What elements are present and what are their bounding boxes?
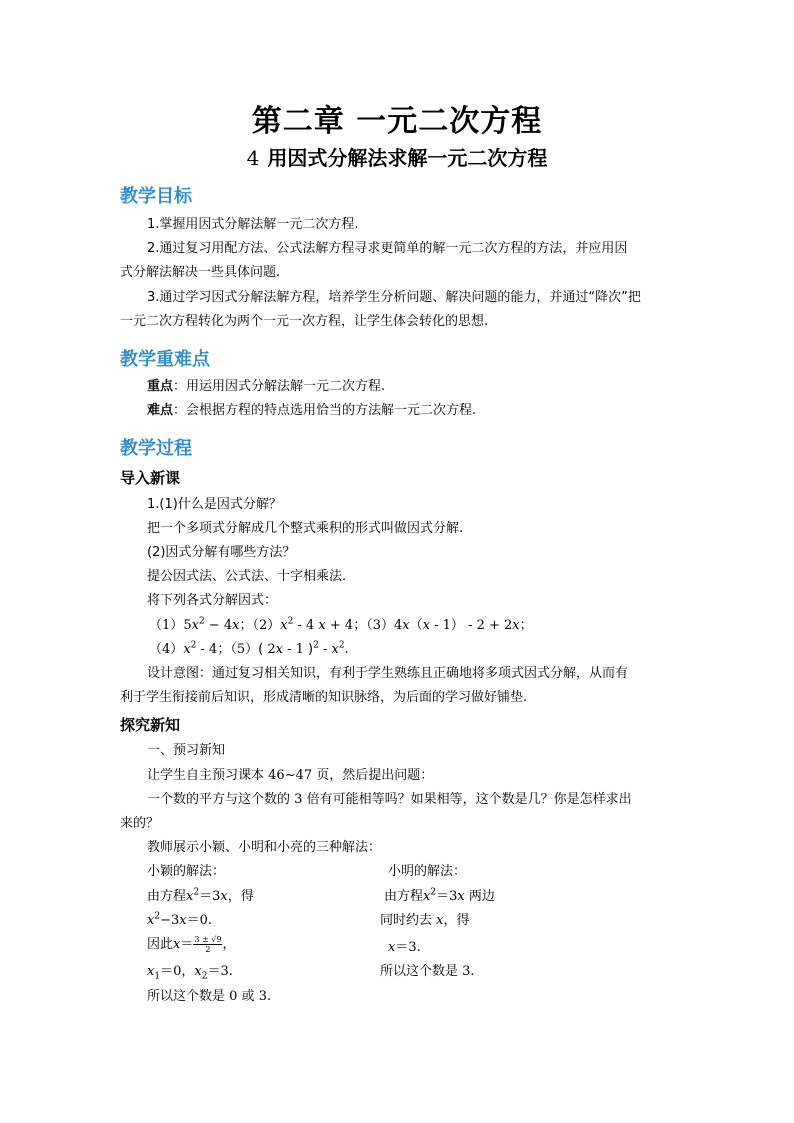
goal-line-2: 2.通过复习用配方法、公式法解方程寻求更简单的解一元二次方程的方法，并应用因	[147, 241, 628, 256]
difficult-point-line	[147, 402, 476, 420]
key-point-text: ：用运用因式分解法解一元二次方程.	[173, 379, 386, 394]
section-number: 4	[246, 146, 260, 170]
intro-heading: 导入新课	[120, 469, 181, 487]
xiaoying-step-4: $x_1=0$，$x_2=3$.	[147, 964, 233, 982]
design-intent-line-2: 利于学生衔接前后知识，形成清晰的知识脉络，为后面的学习做好铺垫.	[120, 690, 528, 705]
xiaoming-step-1: 由方程$x^2=3x$ 两边	[384, 887, 495, 904]
goals-heading: 教学目标	[120, 186, 192, 207]
key-point-label: 重点	[147, 379, 174, 394]
goal-line-4: 3.通过学习因式分解法解方程，培养学生分析问题、解决问题的能力，并通过“降次”把	[147, 290, 641, 305]
preview-instruction: 让学生自主预习课本 46~47 页，然后提出问题：	[147, 768, 434, 783]
xiaoming-step-2: 同时约去 x，得	[380, 913, 470, 928]
goal-line-1: 1.掌握用因式分解法解一元二次方程.	[147, 217, 359, 232]
xiaoming-conclusion: 所以这个数是 3.	[380, 964, 475, 979]
solutions-intro: 教师展示小颖、小明和小亮的三种解法：	[147, 840, 382, 855]
factor-exercises-line-1: $(1)5x^2 - 4x$；$(2)x^2 - 4$ x + 4；（3）4x（x - 1） - 2 + 2x；	[149, 616, 533, 633]
problem-question-cont: 来的？	[120, 816, 160, 831]
intro-question-1: 1.(1)什么是因式分解？	[147, 497, 282, 512]
section-title: 用因式分解法求解一元二次方程	[267, 146, 548, 170]
xiaoying-step-3: 因此x＝ $\frac{3 \pm √9}{2}$ ，	[147, 935, 236, 954]
intro-answer-1: 把一个多项式分解成几个整式乘积的形式叫做因式分解.	[147, 521, 464, 536]
goal-line-5: 一元二次方程转化为两个一元一次方程，让学生体会转化的思想.	[120, 314, 489, 329]
key-points-heading: 教学重难点	[120, 349, 210, 370]
intro-answer-2: 提公因式法、公式法、十字相乘法.	[147, 569, 347, 584]
problem-question: 一个数的平方与这个数的 3 倍有可能相等吗？如果相等，这个数是几？你是怎样求出	[147, 792, 632, 807]
explore-heading: 探究新知	[120, 716, 181, 734]
section-title-line	[0, 142, 794, 171]
xiaoying-step-2: $x^2-3x=0$.	[147, 911, 212, 928]
factor-exercises-line-2: $(4)x^2 - 4$；（5）( 2x - 1 )$^2 - x^2$.	[149, 640, 349, 657]
chapter-title: 第二章 一元二次方程	[251, 104, 543, 139]
goal-line-3: 式分解法解决一些具体问题.	[120, 265, 281, 280]
xiaoying-conclusion: 所以这个数是 0 或 3.	[147, 989, 272, 1004]
xiaoming-title: 小明的解法：	[388, 864, 467, 879]
intro-question-2: (2)因式分解有哪些方法？	[147, 545, 296, 560]
key-point-line	[147, 378, 385, 396]
difficult-point-text: ：会根据方程的特点选用恰当的方法解一元二次方程.	[173, 403, 477, 418]
difficult-point-label: 难点	[147, 403, 174, 418]
design-intent-line-1: 设计意图：通过复习相关知识，有利于学生熟练且正确地将多项式因式分解，从而有	[147, 666, 629, 681]
explore-subheading: 一、预习新知	[147, 743, 226, 758]
xiaoying-step-1: 由方程$x^2=3x$，得	[147, 887, 254, 904]
process-heading: 教学过程	[120, 438, 192, 459]
xiaoying-title: 小颖的解法：	[147, 864, 226, 879]
intro-task: 将下列各式分解因式：	[147, 593, 278, 608]
xiaoming-step-3: x＝3.	[388, 940, 421, 955]
